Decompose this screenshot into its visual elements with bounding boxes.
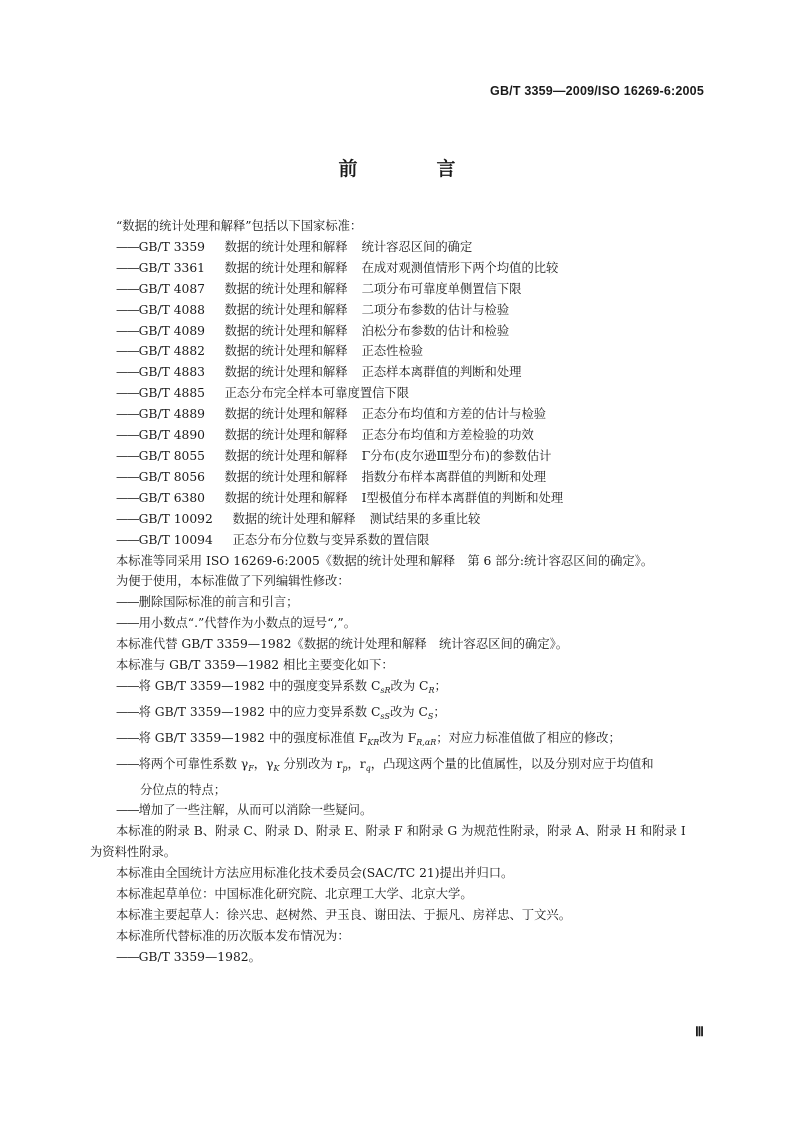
standard-number: GB/T 4889 — [138, 407, 206, 422]
standard-title-part1: 数据的统计处理和解释 — [224, 302, 348, 317]
standard-title-part2: 正态分布均值和方差检验的功效 — [361, 428, 534, 443]
edit-item: ——删除国际标准的前言和引言； — [116, 595, 299, 610]
proposer-statement: 本标准由全国统计方法应用标准化技术委员会(SAC/TC 21)提出并归口。 — [116, 866, 514, 881]
standard-title-part1: 数据的统计处理和解释 — [224, 407, 348, 422]
annex-statement: 本标准的附录 B、附录 C、附录 D、附录 E、附录 F 和附录 G 为规范性附录，附录 A、附录 H 和附录 I — [116, 824, 686, 839]
series-standard-item: ——GB/T 3359 数据的统计处理和解释 统计容忍区间的确定 — [90, 237, 710, 258]
standard-title-part1: 正态分布分位数与变异系数的置信限 — [232, 532, 430, 547]
series-standard-item: ——GB/T 4088 数据的统计处理和解释 二项分布参数的估计与检验 — [90, 300, 710, 321]
standard-title-part2: 泊松分布参数的估计和检验 — [361, 323, 510, 338]
series-standard-item: ——GB/T 6380 数据的统计处理和解释 Ⅰ型极值分布样本离群值的判断和处理 — [90, 488, 710, 509]
standard-number: GB/T 10092 — [138, 511, 213, 526]
standard-number: GB/T 4087 — [138, 281, 206, 296]
standard-title-part2: 指数分布样本离群值的判断和处理 — [361, 469, 547, 484]
change-item-continuation: 分位点的特点； — [140, 782, 227, 797]
standard-title-part2: 二项分布可靠度单侧置信下限 — [361, 281, 522, 296]
foreword-body — [90, 216, 710, 968]
series-standard-item: ——GB/T 10094 正态分布分位数与变异系数的置信限 — [90, 530, 710, 551]
series-standard-item: ——GB/T 3361 数据的统计处理和解释 在成对观测值情形下两个均值的比较 — [90, 258, 710, 279]
standard-title-part1: 正态分布完全样本可靠度置信下限 — [224, 386, 410, 401]
intro-paragraph: “数据的统计处理和解释”包括以下国家标准： — [116, 219, 363, 233]
standard-title-part1: 数据的统计处理和解释 — [224, 344, 348, 359]
standard-number: GB/T 4882 — [138, 344, 206, 359]
standard-title-part2: Ⅰ型极值分布样本离群值的判断和处理 — [361, 490, 564, 505]
standard-title-part1: 数据的统计处理和解释 — [224, 469, 348, 484]
change-item: ——将 GB/T 3359—1982 中的强度标准值 $F_{KR}$改为 $F_{R,\alpha R}$；对应力标准值做了相应的修改； — [116, 730, 621, 747]
standard-title-part2: 正态样本离群值的判断和处理 — [361, 365, 522, 380]
standard-number: GB/T 10094 — [138, 532, 213, 547]
edit-item: ——用小数点“.”代替作为小数点的逗号“,”。 — [116, 616, 357, 631]
change-item: ——将 GB/T 3359—1982 中的应力变异系数 $C_{sS}$改为 $C_S$； — [116, 704, 446, 721]
series-standard-item: ——GB/T 4889 数据的统计处理和解释 正态分布均值和方差的估计与检验 — [90, 404, 710, 425]
standard-title-part1: 数据的统计处理和解释 — [224, 428, 348, 443]
standard-title-part1: 数据的统计处理和解释 — [224, 365, 348, 380]
standard-title-part1: 数据的统计处理和解释 — [224, 239, 348, 254]
series-standard-item: ——GB/T 10092 数据的统计处理和解释 测试结果的多重比较 — [90, 509, 710, 530]
standard-title-part1: 数据的统计处理和解释 — [224, 260, 348, 275]
annex-statement-continuation: 为资料性附录。 — [90, 845, 177, 860]
history-item: ——GB/T 3359—1982。 — [116, 949, 261, 964]
standard-title-part1: 数据的统计处理和解释 — [224, 448, 348, 463]
page-title: 前 言 — [338, 158, 486, 180]
equivalence-statement: 本标准等同采用 ISO 16269-6:2005《数据的统计处理和解释 第 6 部分:统计容忍区间的确定》。 — [116, 553, 654, 568]
drafting-units: 本标准起草单位：中国标准化研究院、北京理工大学、北京大学。 — [116, 887, 473, 902]
standard-number: GB/T 8055 — [138, 448, 206, 463]
series-standard-item: ——GB/T 8056 数据的统计处理和解释 指数分布样本离群值的判断和处理 — [90, 467, 710, 488]
standard-title-part2: 正态性检验 — [361, 344, 424, 359]
standard-number: GB/T 3361 — [138, 260, 206, 275]
standard-title-part2: 统计容忍区间的确定 — [361, 239, 473, 254]
series-standard-item: ——GB/T 4882 数据的统计处理和解释 正态性检验 — [90, 341, 710, 362]
standard-number: GB/T 4890 — [138, 428, 206, 443]
standards-series-list — [90, 237, 710, 551]
history-intro: 本标准所代替标准的历次版本发布情况为： — [116, 928, 350, 943]
changes-intro: 本标准与 GB/T 3359—1982 相比主要变化如下： — [116, 658, 394, 673]
standard-title-part1: 数据的统计处理和解释 — [224, 323, 348, 338]
series-standard-item: ——GB/T 4883 数据的统计处理和解释 正态样本离群值的判断和处理 — [90, 362, 710, 383]
standard-number: GB/T 6380 — [138, 490, 206, 505]
standard-title-part1: 数据的统计处理和解释 — [232, 511, 356, 526]
standard-number: GB/T 4089 — [138, 323, 206, 338]
standard-number: GB/T 8056 — [138, 469, 206, 484]
change-item: ——将两个可靠性系数 $\gamma_F$，$\gamma_K$ 分别改为 $r_p$，$r_q$，凸现这两个量的比值属性，以及分别对应于均值和 — [116, 756, 654, 773]
standard-code: GB/T 3359—2009/ISO 16269-6:2005 — [490, 84, 704, 98]
standard-number: GB/T 4883 — [138, 365, 206, 380]
standard-title-part2: 测试结果的多重比较 — [369, 511, 481, 526]
editorial-intro: 为便于使用，本标准做了下列编辑性修改： — [116, 574, 350, 589]
standard-number: GB/T 3359 — [138, 239, 206, 254]
drafters: 本标准主要起草人：徐兴忠、赵树然、尹玉良、谢田法、于振凡、房祥忠、丁文兴。 — [116, 908, 571, 922]
change-item: ——将 GB/T 3359—1982 中的强度变异系数 $C_{sR}$改为 $C_R$； — [116, 678, 447, 695]
replaces-statement: 本标准代替 GB/T 3359—1982《数据的统计处理和解释 统计容忍区间的确定》。 — [116, 637, 569, 652]
standard-number: GB/T 4088 — [138, 302, 206, 317]
standard-title-part2: Γ分布(皮尔逊Ⅲ型分布)的参数估计 — [361, 448, 552, 463]
series-standard-item: ——GB/T 4890 数据的统计处理和解释 正态分布均值和方差检验的功效 — [90, 425, 710, 446]
standard-title-part2: 正态分布均值和方差的估计与检验 — [361, 407, 547, 422]
series-standard-item: ——GB/T 4087 数据的统计处理和解释 二项分布可靠度单侧置信下限 — [90, 279, 710, 300]
change-item: ——增加了一些注解，从而可以消除一些疑问。 — [116, 803, 373, 818]
series-standard-item: ——GB/T 4089 数据的统计处理和解释 泊松分布参数的估计和检验 — [90, 321, 710, 342]
standard-number: GB/T 4885 — [138, 386, 206, 401]
series-standard-item: ——GB/T 4885 正态分布完全样本可靠度置信下限 — [90, 383, 710, 404]
standard-title-part1: 数据的统计处理和解释 — [224, 490, 348, 505]
standard-title-part1: 数据的统计处理和解释 — [224, 281, 348, 296]
standard-title-part2: 二项分布参数的估计与检验 — [361, 302, 510, 317]
series-standard-item: ——GB/T 8055 数据的统计处理和解释 Γ分布(皮尔逊Ⅲ型分布)的参数估计 — [90, 446, 710, 467]
standard-title-part2: 在成对观测值情形下两个均值的比较 — [361, 260, 559, 275]
page-number: Ⅲ — [695, 1024, 704, 1039]
